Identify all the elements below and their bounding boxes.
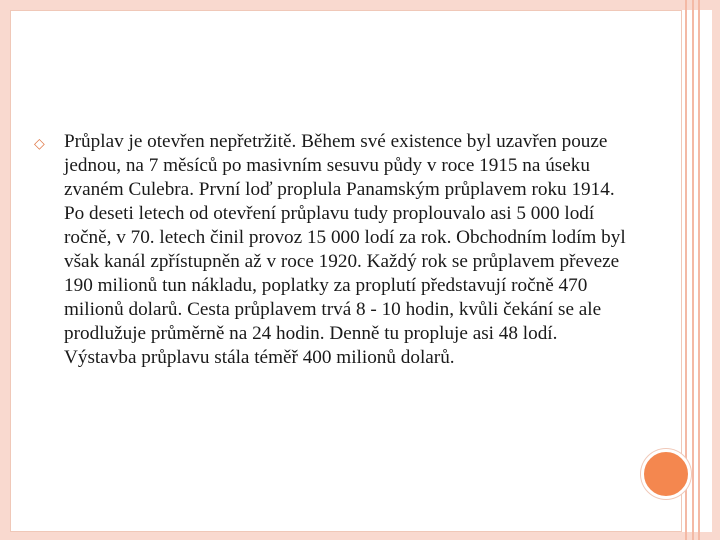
slide-paragraph: Průplav je otevřen nepřetržitě. Během své existence byl uzavřen pouze jednou, na 7 měsíců po masivním sesuvu půdy v roce 1915 na úseku zvaném Culebra. První loď proplula Panamským průplavem roku 1914. Po deseti letech od otevření průplavu tudy proplouvalo asi 5 000 lodí ročně, v 70. letech činil provoz 15 000 lodí za rok. Obchodním lodím byl však kanál zpřístupněn až v roce 1920. Každý rok se průplavem převeze 190 milionů tun nákladu, poplatky za proplutí představují ročně 470 milionů dolarů. Cesta průplavem trvá 8 - 10 hodin, kvůli čekání se ale prodlužuje průměrně na 24 hodin. Denně tu propluje asi 48 lodí. Výstavba průplavu stála téměř 400 milionů dolarů.	[64, 131, 626, 368]
decorative-circle	[641, 449, 691, 499]
slide-border-bottom	[0, 532, 720, 540]
diamond-bullet-icon: ◇	[34, 136, 45, 152]
slide-border-top	[0, 0, 720, 10]
slide-border-right	[712, 0, 720, 540]
decorative-line	[698, 0, 700, 540]
decorative-line	[692, 0, 694, 540]
slide-border-left	[0, 0, 10, 540]
